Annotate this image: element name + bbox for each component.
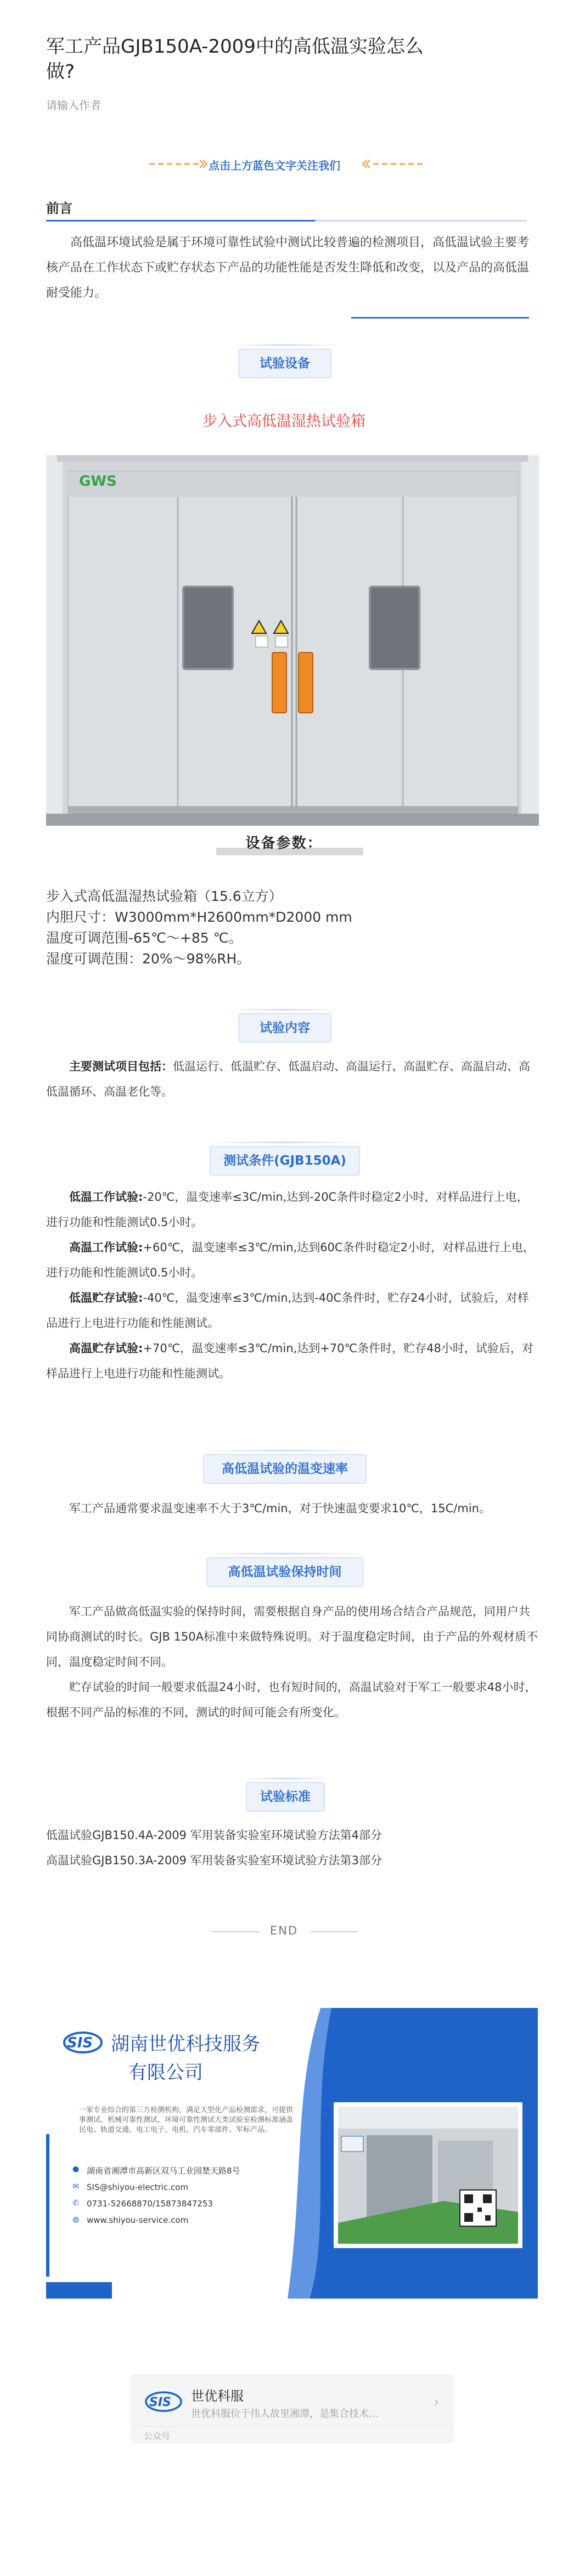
- condition-paragraph: [46, 1235, 538, 1285]
- condition-text: -40℃，温变速率≤3℃/min,达到-40C条件时，贮存24小时，试验后，对样品进行上电进行功能和性能测试。: [46, 1291, 529, 1330]
- article-title: 军工产品GJB150A-2009中的高低温实验怎么做?: [46, 36, 424, 83]
- account-name: 世优科服: [191, 2388, 244, 2404]
- phone-icon: ✆: [72, 2199, 79, 2208]
- param-line: 步入式高低温湿热试验箱（15.6立方）: [46, 888, 283, 904]
- rate-text: 军工产品通常要求温变速率不大于3℃/min，对于快速温变要求10℃，15C/min。: [69, 1502, 491, 1515]
- condition-paragraph: [46, 1184, 538, 1235]
- condition-label: 高温工作试验:: [69, 1241, 143, 1254]
- section-content-label: [238, 1013, 331, 1043]
- condition-label: 低温贮存试验:: [69, 1291, 143, 1304]
- chamber-brand: GWS: [79, 473, 117, 490]
- location-icon: ●: [72, 2165, 80, 2174]
- pill-glow: [240, 1778, 330, 1779]
- section-standard-text: 试验标准: [260, 1790, 311, 1804]
- account-card[interactable]: [131, 2374, 454, 2443]
- globe-icon: ◍: [72, 2215, 80, 2224]
- param-line: 内胆尺寸：W3000mm*H2600mm*D2000 mm: [46, 909, 352, 925]
- section-rate-label: [203, 1454, 367, 1484]
- banner-arrow-right-icon: [362, 158, 371, 169]
- company-card: [46, 2008, 538, 2299]
- section-standard-label: [246, 1782, 325, 1812]
- end-divider-right: [311, 1931, 358, 1932]
- lab-photo: [334, 2102, 522, 2248]
- hold-paragraph: 贮存试验的时间一般要求低温24小时，也有短时间的，高温试验对于军工一般要求48小时，根据不同产品的标准的不同，测试的时间可能会有所变化。: [46, 1681, 537, 1719]
- condition-text: +60℃，温变速率≤3℃/min,达到60C条件时稳定2小时，对样品进行上电，进行功能和性能测试0.5小时。: [46, 1241, 535, 1279]
- company-website[interactable]: www.shiyou-service.com: [87, 2215, 189, 2225]
- section-equipment-label: [238, 349, 331, 378]
- follow-banner-link[interactable]: 点击上方蓝色文字关注我们: [209, 159, 340, 172]
- section-rate-text: 高低温试验的温变速率: [222, 1462, 348, 1476]
- account-desc: 世优科服位于伟人故里湘潭，是集合技术...: [191, 2408, 379, 2420]
- pill-glow: [198, 1450, 372, 1451]
- pill-glow: [201, 1553, 369, 1554]
- svg-text:SIS: SIS: [67, 2035, 93, 2051]
- section-conditions-label: [210, 1146, 360, 1176]
- condition-paragraph: [46, 1285, 538, 1336]
- end-marker: END: [269, 1924, 299, 1937]
- pill-glow: [233, 344, 337, 346]
- standard-line: 高温试验GJB150.3A-2009 军用装备实验室环境试验方法第3部分: [46, 1854, 382, 1867]
- standard-line: 低温试验GJB150.4A-2009 军用装备实验室环境试验方法第4部分: [46, 1829, 382, 1842]
- account-type: 公众号: [144, 2431, 171, 2441]
- param-line: 湿度可调范围：20%～98%RH。: [46, 951, 251, 967]
- params-title: 设备参数：: [245, 835, 323, 852]
- condition-paragraph: [46, 1336, 538, 1386]
- content-label: 主要测试项目包括：: [69, 1060, 173, 1073]
- account-avatar-icon: [144, 2390, 183, 2414]
- sis-logo-icon: [63, 2030, 103, 2055]
- company-email[interactable]: SIS@shiyou-electric.com: [87, 2182, 189, 2192]
- card-side-bar: [46, 2134, 49, 2277]
- banner-arrow-left-icon: [199, 158, 207, 169]
- walk-in-chamber-image: [46, 455, 539, 826]
- company-name-line2: 有限公司: [128, 2062, 203, 2084]
- content-text: 低温运行、低温贮存、低温启动、高温运行、高温贮存、高温启动、高低温循环、高温老化等。: [46, 1060, 530, 1098]
- pill-glow: [204, 1142, 365, 1143]
- company-description: 一家专业综合的第三方检测机构，满足大型化产品检测需求，可提供事测试、机械可靠性测试、环境可靠性测试大类试验室检测标准涵盖民电、轨道交通、电工电子、电机、汽车零部件、军标产品。: [79, 2106, 294, 2134]
- company-phone: 0731-52668870/15873847253: [87, 2199, 213, 2209]
- section-hold-label: [206, 1557, 363, 1587]
- pill-glow: [233, 1009, 337, 1011]
- section-content-text: 试验内容: [260, 1021, 310, 1035]
- chevron-right-icon: ›: [434, 2394, 440, 2410]
- intro-heading: 前言: [46, 201, 72, 216]
- intro-text: 高低温环境试验是属于环境可靠性试验中测试比较普遍的检测项目，高低温试验主要考核产品在工作状态下或贮存状态下产品的功能性能是否发生降低和改变，以及产品的高低温耐受能力。: [46, 236, 530, 300]
- condition-text: -20℃，温变速率≤3C/min,达到-20C条件时稳定2小时，对样品进行上电，进行功能和性能测试0.5小时。: [46, 1190, 528, 1229]
- section-conditions-text: 测试条件(GJB150A): [223, 1154, 346, 1168]
- chamber-photo: [46, 455, 539, 826]
- condition-label: 低温工作试验:: [69, 1190, 143, 1204]
- author-placeholder[interactable]: 请输入作者: [46, 99, 101, 112]
- param-line: 温度可调范围-65℃～+85 ℃。: [46, 930, 243, 946]
- intro-heading-block: [46, 197, 527, 222]
- banner-dashes-left: [149, 163, 199, 165]
- section-equipment-text: 试验设备: [260, 356, 310, 371]
- company-name-line1: 湖南世优科技服务: [111, 2033, 260, 2055]
- condition-text: +70℃，温变速率≤3℃/min,达到+70℃条件时，贮存48小时，试验后，对样品进行上电进行功能和性能测试。: [46, 1342, 533, 1380]
- email-icon: ✉: [72, 2182, 79, 2191]
- svg-text:SIS: SIS: [149, 2396, 171, 2409]
- section-hold-text: 高低温试验保持时间: [228, 1565, 342, 1579]
- condition-label: 高温贮存试验:: [69, 1342, 143, 1355]
- content-paragraph: [46, 1054, 538, 1104]
- equipment-name: 步入式高低温湿热试验箱: [203, 413, 365, 430]
- lab-photo-frame: [334, 2102, 522, 2248]
- hold-paragraph: 军工产品做高低温实验的保持时间，需要根据自身产品的使用场合结合产品规范，同用户共同协商测试的时长。GJB 150A标准中来做特殊说明。对于温度稳定时间，由于产品的外观材质不同，温度稳定时间不同。: [46, 1605, 538, 1669]
- company-address: 湖南省湘潭市高新区双马工业园楚天路8号: [87, 2166, 240, 2176]
- banner-dashes-right: [373, 163, 423, 165]
- intro-bottom-rule: [351, 317, 529, 319]
- intro-heading-rule: [46, 220, 527, 222]
